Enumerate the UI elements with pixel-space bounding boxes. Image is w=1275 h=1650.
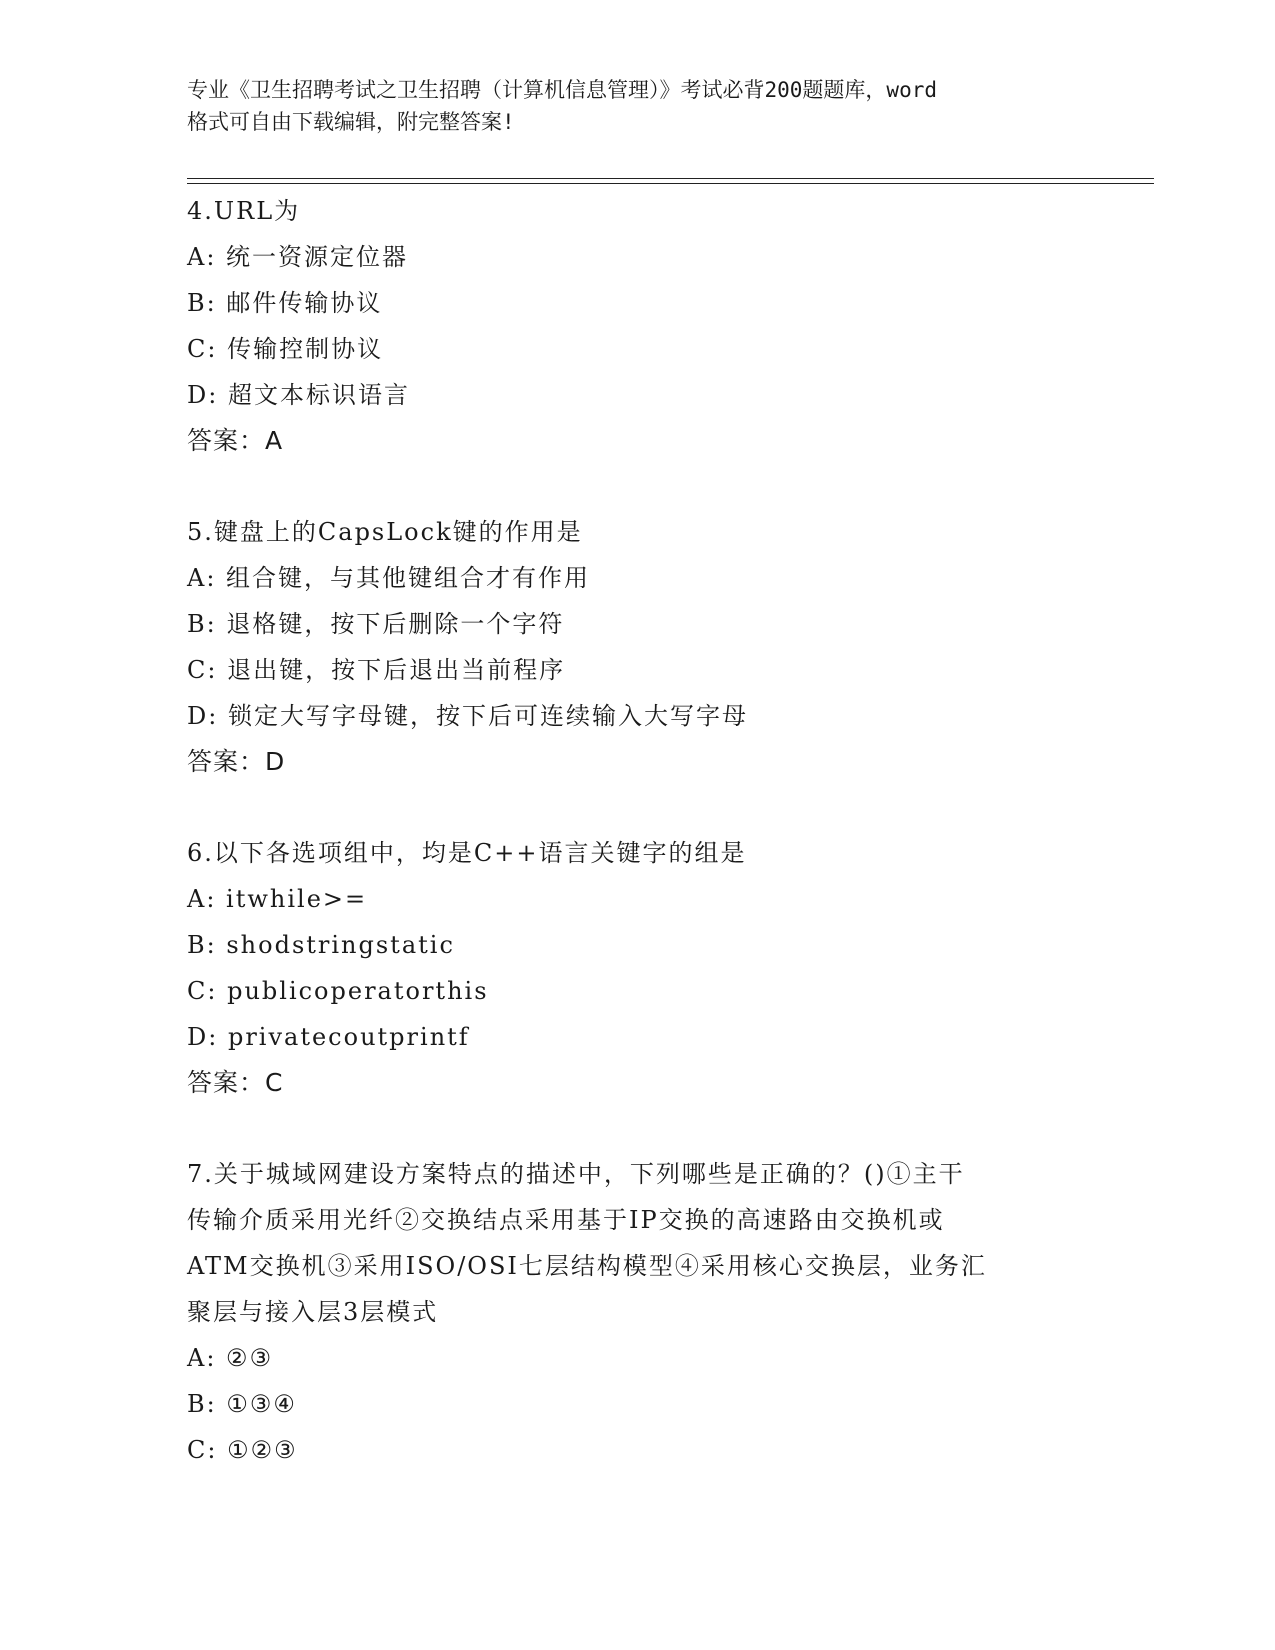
- header-line-2: 格式可自由下载编辑，附完整答案!: [187, 110, 515, 134]
- option-a: A: 组合键，与其他键组合才有作用: [187, 564, 591, 592]
- option-a: A: itwhile>=: [187, 885, 368, 913]
- option-d: D: 锁定大写字母键，按下后可连续输入大写字母: [187, 702, 748, 730]
- option-a: A: ②③: [187, 1344, 274, 1372]
- header-line-1: 专业《卫生招聘考试之卫生招聘（计算机信息管理）》考试必背200题题库，word: [187, 78, 937, 102]
- question-stem: 6.以下各选项组中，均是C++语言关键字的组是: [187, 839, 747, 867]
- question-block: [187, 509, 1087, 785]
- option-c: C: ①②③: [187, 1436, 298, 1464]
- question-stem-line: 聚层与接入层3层模式: [187, 1298, 439, 1326]
- question-list: [187, 188, 1087, 1473]
- option-b: B: shodstringstatic: [187, 931, 455, 959]
- option-a: A: 统一资源定位器: [187, 243, 409, 271]
- option-c: C: 传输控制协议: [187, 335, 384, 363]
- option-c: C: publicoperatorthis: [187, 977, 489, 1005]
- question-block: [187, 188, 1087, 464]
- question-stem-line: 传输介质采用光纤②交换结点采用基于IP交换的高速路由交换机或: [187, 1206, 945, 1234]
- option-b: B: 退格键，按下后删除一个字符: [187, 610, 565, 638]
- answer-text: 答案：C: [187, 1068, 284, 1097]
- option-b: B: ①③④: [187, 1390, 297, 1418]
- question-stem: 4.URL为: [187, 197, 301, 225]
- answer-text: 答案：D: [187, 747, 286, 776]
- header-divider-top: [187, 178, 1154, 179]
- question-stem-line: 7.关于城域网建设方案特点的描述中，下列哪些是正确的？()①主干: [187, 1160, 965, 1188]
- document-header: [187, 74, 1087, 138]
- option-c: C: 退出键，按下后退出当前程序: [187, 656, 566, 684]
- question-stem-line: ATM交换机③采用ISO/OSI七层结构模型④采用核心交换层，业务汇: [187, 1252, 987, 1280]
- header-divider-bottom: [187, 183, 1154, 184]
- question-block: [187, 1151, 1087, 1473]
- option-d: D: 超文本标识语言: [187, 381, 410, 409]
- option-b: B: 邮件传输协议: [187, 289, 383, 317]
- question-block: [187, 830, 1087, 1106]
- question-stem: 5.键盘上的CapsLock键的作用是: [187, 518, 583, 546]
- option-d: D: privatecoutprintf: [187, 1023, 470, 1051]
- answer-text: 答案：A: [187, 426, 284, 455]
